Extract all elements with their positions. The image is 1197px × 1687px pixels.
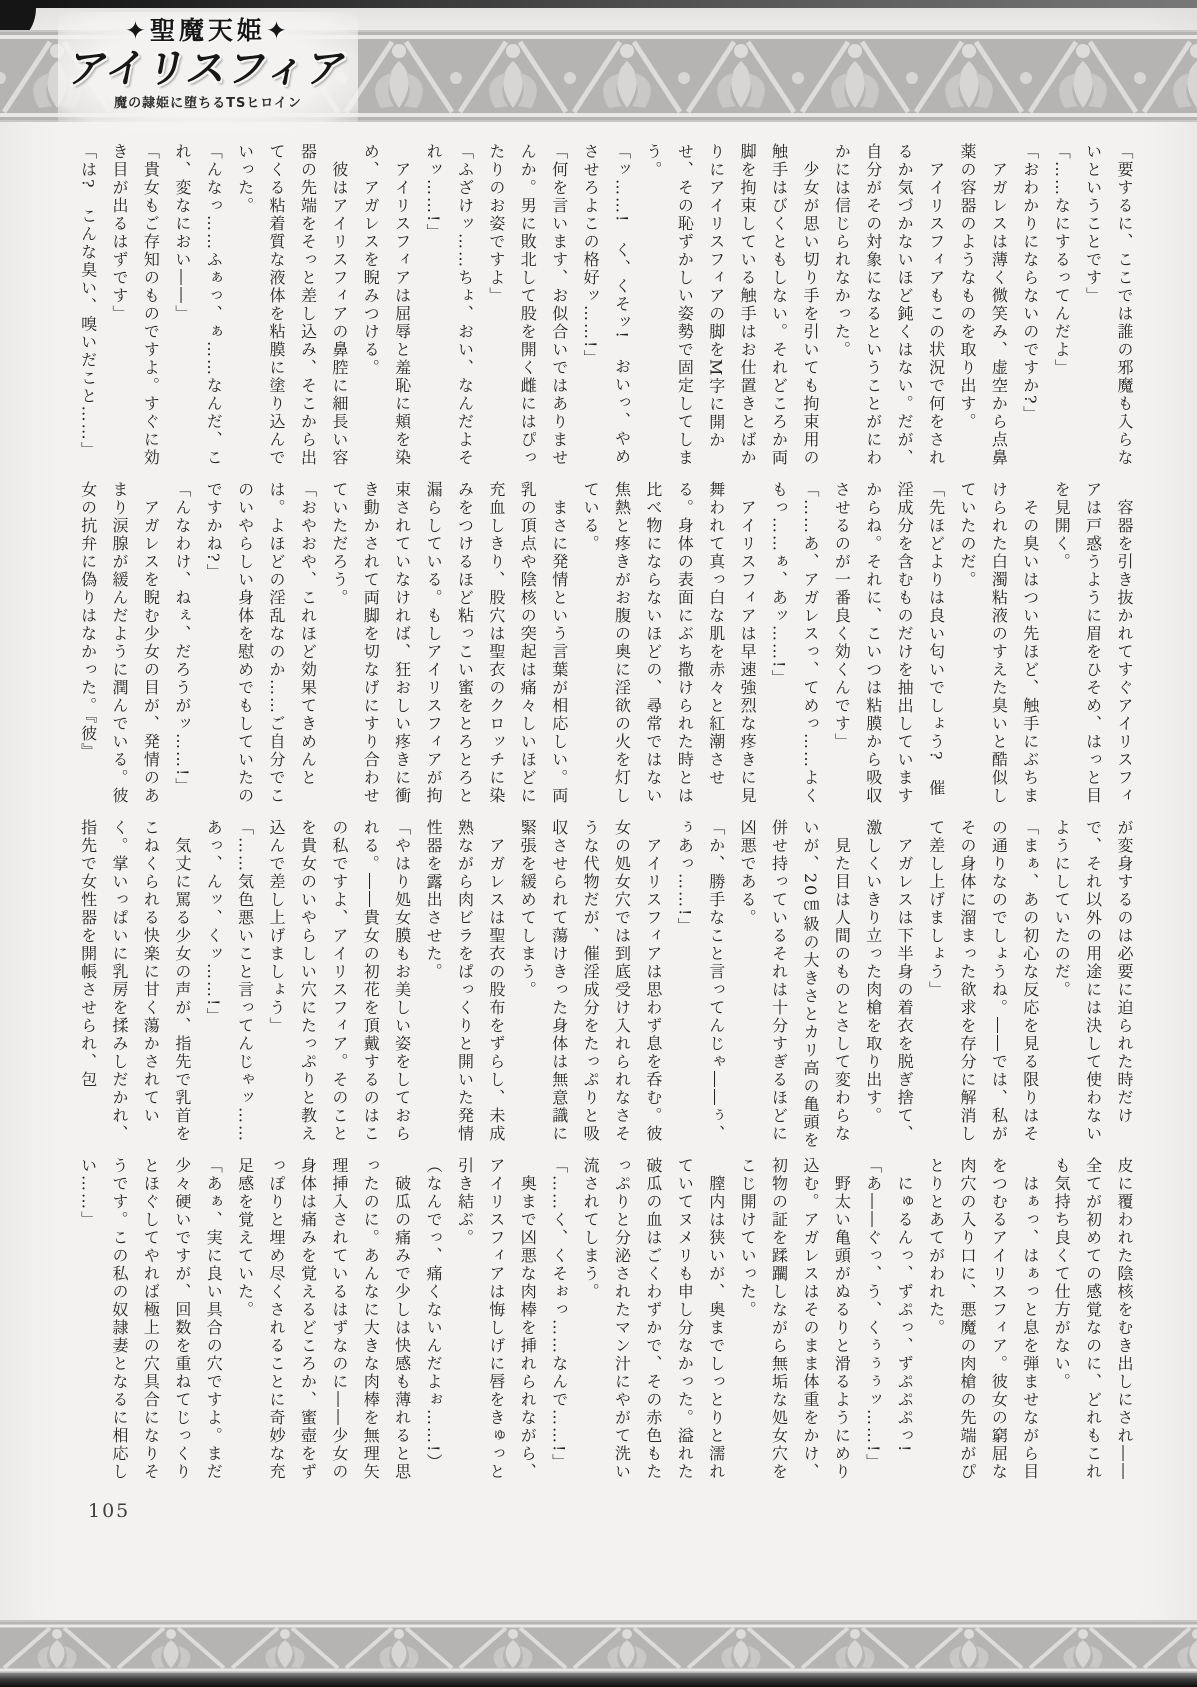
paragraph: 「は? こんな臭い、嗅いだこと……」 <box>78 143 98 460</box>
paragraph: 「……なにするってんだよ」 <box>1052 143 1072 377</box>
paragraph: 「……あ、アガレスっ、てめっ……よくもっ……ぁ、あッ……!」 <box>769 481 820 805</box>
paragraph: が変身するのは必要に迫られた時だけで、それ以外の用途には決して使わないようにしていたのだ。 <box>1052 819 1134 1143</box>
paragraph: 「んなわけ、ねぇ、だろうがッ……!」 <box>172 481 192 796</box>
text-band-1 <box>57 143 1140 475</box>
footer-ornament <box>0 1620 1197 1676</box>
paragraph: 「あ――ぐっ、う、くぅぅぅッ……!」 <box>863 1157 883 1472</box>
paragraph: にゅるんっ、ずぷっ、ずぷぷぷっ! <box>895 1157 915 1454</box>
paragraph: （なんでっ、痛くないんだよぉ……!） <box>424 1157 444 1472</box>
paragraph: アガレスは薄く微笑み、虚空から点鼻薬の容器のようなものを取り出す。 <box>957 143 1009 467</box>
logo-title-row <box>58 16 358 46</box>
paragraph: アガレスは聖衣の股布をずらし、未成熟ながら肉ビラをぱっくりと開いた発情性器を露出させた。 <box>424 819 506 1143</box>
paragraph: 皮に覆われた陰核をむき出しにされ――全てが初めての感覚なのに、どれもこれも気持ち良くて仕方がない。 <box>1052 1157 1134 1481</box>
paragraph: 「んなっ……ふぁっ、ぁ……なんだ、これ、変なにおい――」 <box>172 143 224 467</box>
paragraph: 「やはり処女膜もお美しい姿をしておられる。――貴女の初花を頂戴するのはこの私ですよ、アイリスフィア。そのことを貴女のいやらしい穴にたっぷりと教え込んで差し上げましょう」 <box>267 819 412 1143</box>
series-logo <box>58 12 358 130</box>
paragraph: 「あぁ、実に良い具合の穴ですよ。まだ少々硬いですが、回数を重ねてじっくりとほぐしてやれば極上の穴具合になりそうです。この私の奴隷妻となるに相応しい……」 <box>78 1157 224 1481</box>
paragraph: 容器を引き抜かれてすぐアイリスフィアは戸惑うように眉をひそめ、はっと目を見開く。 <box>1052 481 1134 805</box>
paragraph: 「貴女もご存知のものですよ。すぐに効き目が出るはずです」 <box>110 143 161 467</box>
paragraph: 破瓜の痛みで少しは快感も薄れると思ったのに。あんなに大きな肉棒を無理矢理挿入されているはずなのに――少女の身体は痛みを覚えるどころか、蜜壺をずっぽりと埋め尽くされることに奇妙な充足感を覚えていた。 <box>235 1157 412 1481</box>
logo-subtitle: 魔の隷姫に堕ちるTSヒロイン <box>114 96 302 111</box>
paragraph: 気丈に罵る少女の声が、指先で乳首をこねくられる快楽に甘く蕩かされていく。掌いっぱいに乳房を揉みしだかれ、指先で女性器を開帳させられ、包 <box>78 819 192 1143</box>
paragraph: 「……気色悪いこと言ってんじゃッ……あっ、んッ、くッ……!」 <box>204 819 255 1143</box>
paragraph: 「おわかりにならないのですか?」 <box>1020 143 1040 424</box>
paragraph: アイリスフィアは思わず息を呑む。彼女の処女穴では到底受け入れられなさそうな代物だが、催淫成分をたっぷりと吸収させられて蕩けきった身体は無意識に緊張を緩めてしまう。 <box>518 819 663 1143</box>
paragraph: その臭いはつい先ほど、触手にぶちまけられた白濁粘液のすえた臭いと酷似していたのだ。 <box>957 481 1040 805</box>
logo-title: 聖魔天姫 <box>149 16 266 45</box>
paragraph: 「ふざけッ……ちょ、おい、なんだよそれッ……!」 <box>424 143 475 467</box>
paragraph: 「まぁ、あの初心な反応を見る限りはその通りなのでしょうね。――では、私がその身体に溜まった欲求を存分に解消して差し上げましょう」 <box>926 819 1040 1143</box>
paragraph: 「おやおや、これほど効果てきめんとは。よほどの淫乱なのか……ご自分でこのいやらしい身体を慰めでもしていたのですかね?」 <box>204 481 318 805</box>
paragraph: アガレスは下半身の着衣を脱ぎ捨て、激しくいきり立った肉槍を取り出す。 <box>863 819 915 1143</box>
paragraph: 膣内は狭いが、奥までしっとりと濡れていてヌメリも申し分なかった。溢れた破瓜の血はごくわずかで、その赤色もたっぷりと分泌されたマン汁にやがて洗い流されてしまう。 <box>581 1157 726 1481</box>
paragraph: 見た目は人間のものとさして変わらないが、20㎝級の大きさとカリ高の亀頭を併せ持っているそれは十分すぎるほどに凶悪である。 <box>738 819 852 1150</box>
paragraph: アイリスフィアもこの状況で何をされるか気づかないほど鈍くはない。だが、自分がその対象になるということがにわかには信じられなかった。 <box>832 143 946 467</box>
page-number: 105 <box>88 1500 131 1522</box>
ornament-pattern-icon <box>0 1622 1197 1674</box>
paragraph: 「要するに、ここでは誰の邪魔も入らないということです」 <box>1083 143 1134 467</box>
paragraph: 少女が思い切り手を引いても拘束用の触手はびくともしない。それどころか両脚を拘束している触手はお仕置きとばかりにアイリスフィアの脚をM字に開かせ、その恥ずかしい姿勢で固定してしまう。 <box>643 143 820 467</box>
paragraph: 奥まで凶悪な肉棒を挿れられながら、アイリスフィアは悔しげに唇をきゅっと引き結ぶ。 <box>455 1157 538 1481</box>
paragraph: はぁっ、はぁっと息を弾ませながら目をつむるアイリスフィア。彼女の窮屈な肉穴の入り口に、悪魔の肉槍の先端がぴとりとあてがわれた。 <box>926 1157 1040 1481</box>
paragraph: 「ッ……! く、くそッ! おいっ、やめさせろよこの格好ッ……!」 <box>581 143 632 466</box>
paragraph: 野太い亀頭がぬるりと滑るようにめり込む。アガレスはそのまま体重をかけ、初物の証を蹂躙しながら無垢な処女穴をこじ開けていった。 <box>738 1157 852 1481</box>
paragraph: アイリスフィアは屈辱と羞恥に頬を染め、アガレスを睨みつける。 <box>361 143 412 467</box>
paragraph: 彼はアイリスフィアの鼻腔に細長い容器の先端をそっと差し込み、そこから出てくる粘着質な液体を粘膜に塗り込んでいった。 <box>235 143 349 467</box>
scan-bottom-edge <box>0 1673 1197 1687</box>
text-band-4 <box>57 1157 1140 1489</box>
sparkle-icon: ✦ <box>125 16 150 45</box>
sparkle-icon: ✦ <box>266 16 291 45</box>
paragraph: 「何を言います、お似合いではありませんか。男に敗北して股を開く雌にはぴったりのお姿ですよ」 <box>486 143 569 467</box>
paragraph: 「か、勝手なこと言ってんじゃ――ぅ、ぅあっ……!」 <box>675 819 726 1143</box>
paragraph: 「……く、くそぉっ……なんで……!」 <box>549 1157 569 1472</box>
paragraph: アイリスフィアは早速強烈な疼きに見舞われて真っ白な肌を赤々と紅潮させる。身体の表面にぶち撒けられた時とは比べ物にならないほどの、尋常ではない焦熱と疼きがお腹の奥に淫欲の火を灯している。 <box>581 481 758 805</box>
text-band-2 <box>57 481 1140 813</box>
paragraph: 「先ほどよりは良い匂いでしょう? 催淫成分を含むものだけを抽出していますからね。それに、こいつは粘膜から吸収させるのが一番良く効くんです」 <box>832 481 946 805</box>
paragraph: アガレスを睨む少女の目が、発情のあまり涙腺が緩んだように潤んでいる。彼女の抗弁に偽りはなかった。『彼』 <box>78 481 161 805</box>
logo-series-name: アイリスフィア <box>64 46 352 92</box>
scan-top-edge <box>0 0 1197 8</box>
page-text <box>0 143 1197 1495</box>
paragraph: まさに発情という言葉が相応しい。両乳の頂点や陰核の突起は痛々しいほどに充血しきり、股穴は聖衣のクロッチに染みをつけるほど粘っこい蜜をとろとろと漏らしている。もしアイリスフィアが拘束されていなければ、狂おしい疼きに衝き動かされて両脚を切なげにすり合わせていただろう。 <box>329 481 569 805</box>
text-band-3 <box>57 819 1140 1151</box>
